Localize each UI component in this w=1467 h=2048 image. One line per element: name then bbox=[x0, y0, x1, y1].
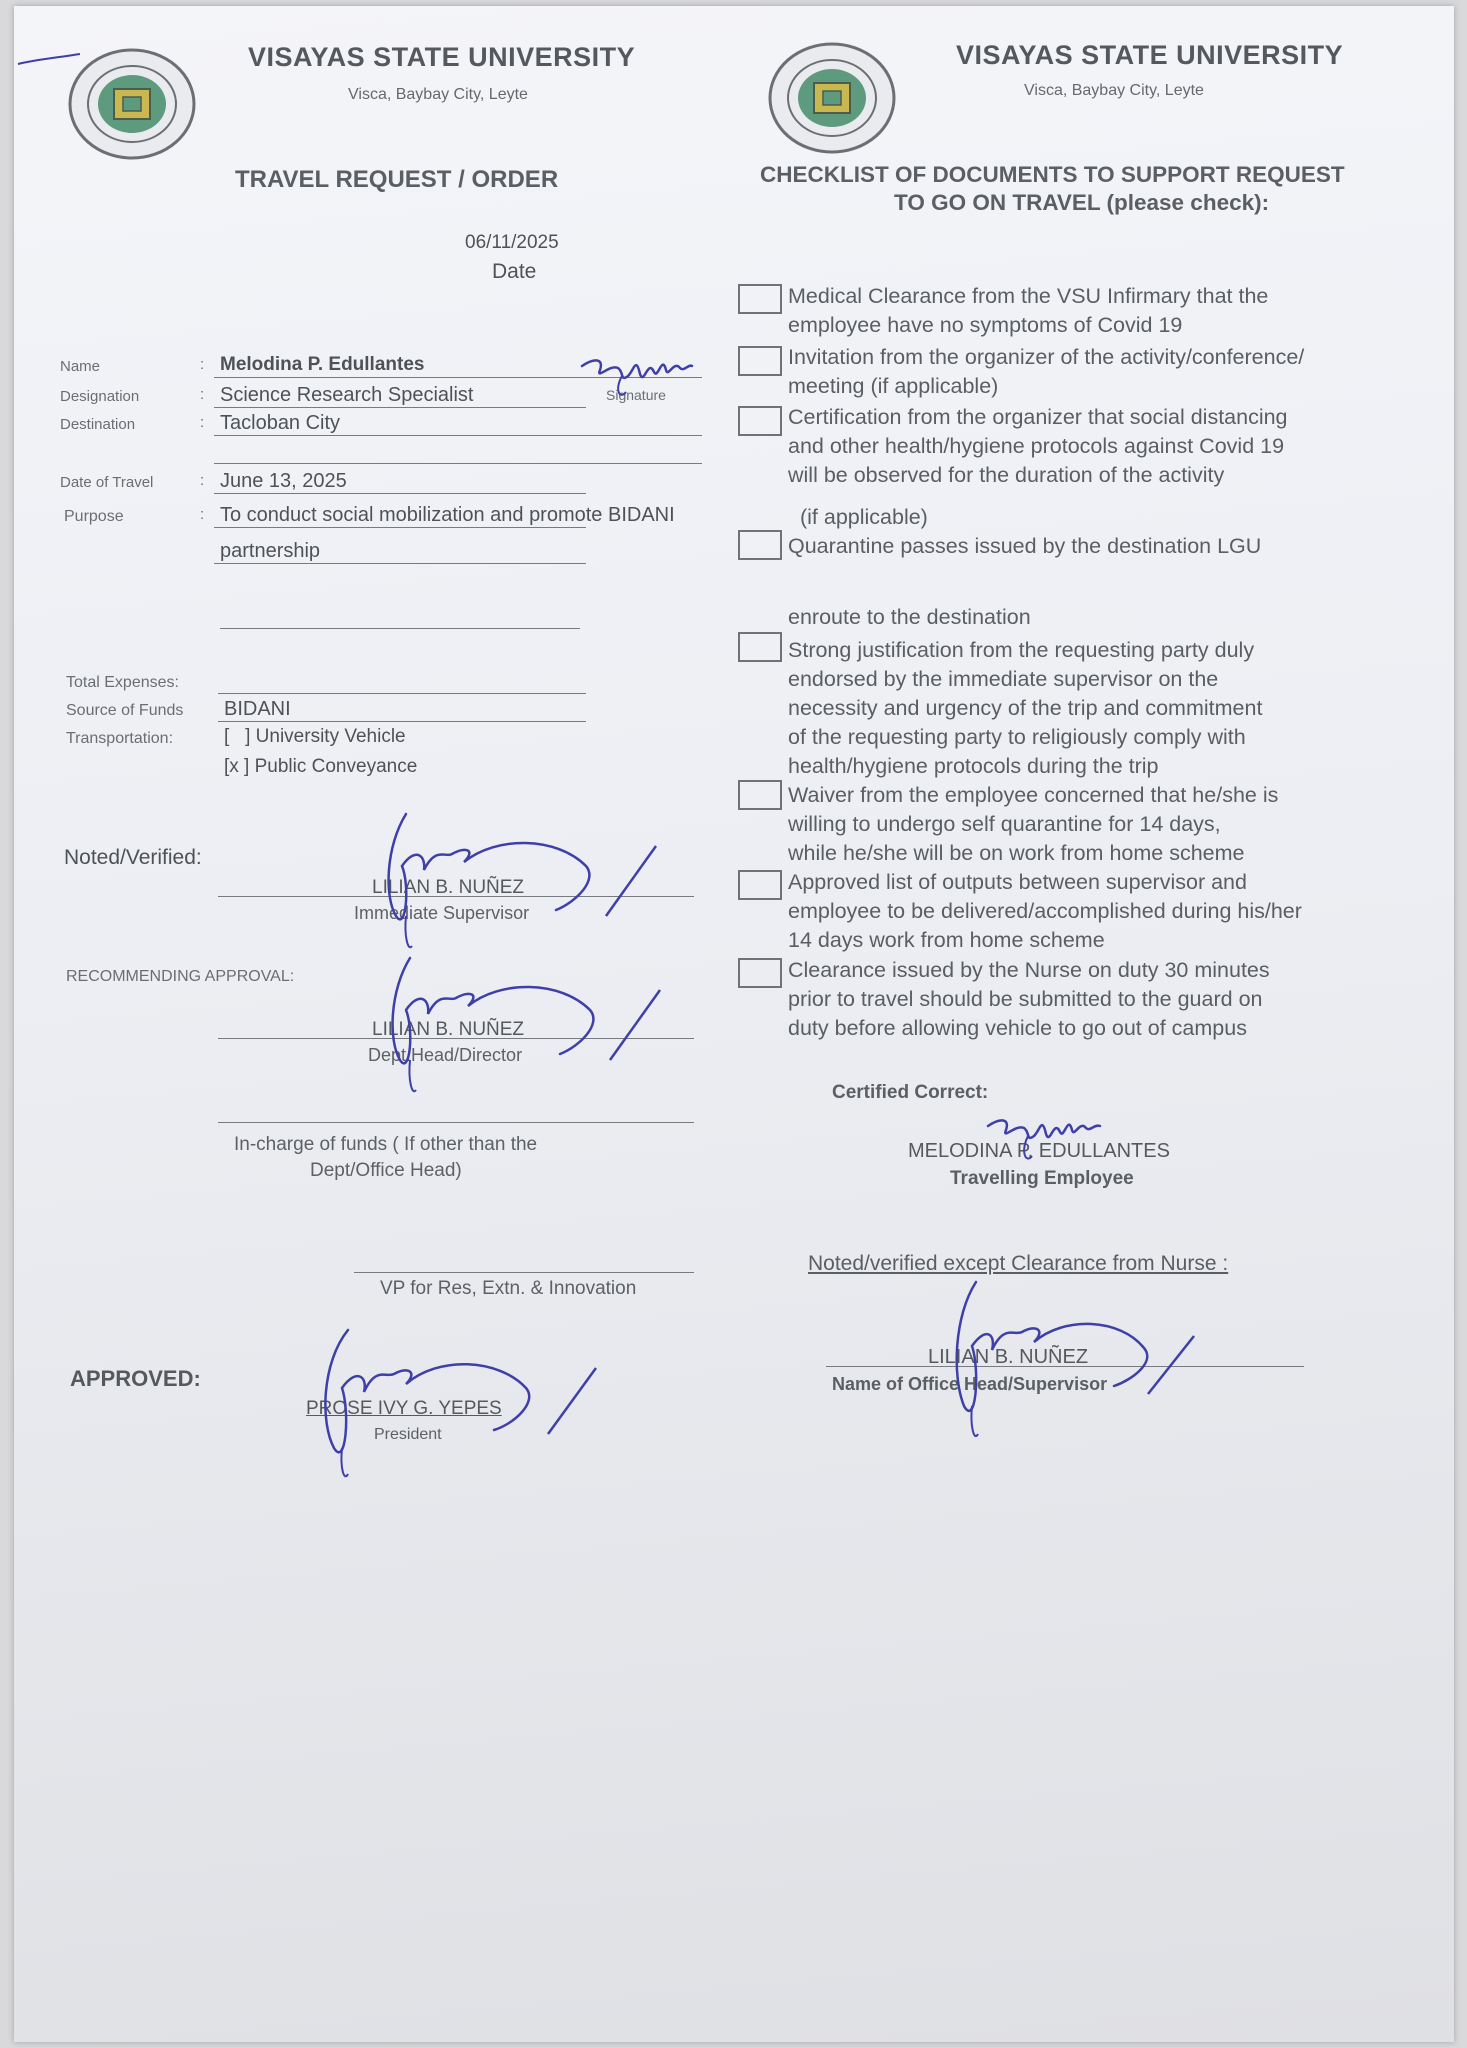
signature-label: Signature bbox=[606, 387, 666, 403]
checkbox-quarantine-passes[interactable] bbox=[738, 530, 782, 560]
right-university-address: Visca, Baybay City, Leyte bbox=[1024, 82, 1204, 99]
head-title: Name of Office Head/Supervisor bbox=[832, 1374, 1108, 1394]
destination-underline-2 bbox=[214, 463, 702, 464]
date-label: Date bbox=[492, 260, 537, 283]
purpose-underline-2 bbox=[214, 563, 586, 564]
checkbox-nurse-clearance[interactable] bbox=[738, 958, 782, 988]
purpose-underline-3 bbox=[220, 628, 580, 629]
incharge-funds-line1: In-charge of funds ( If other than the bbox=[234, 1134, 538, 1155]
checkbox-certification[interactable] bbox=[738, 406, 782, 436]
date-of-travel-underline bbox=[214, 493, 586, 494]
checkbox-waiver[interactable] bbox=[738, 780, 782, 810]
checklist-item-text: necessity and urgency of the trip and commitment bbox=[788, 696, 1263, 720]
certified-correct-label: Certified Correct: bbox=[832, 1082, 989, 1103]
purpose-value-line2: partnership bbox=[220, 540, 321, 562]
checklist-item-text: Quarantine passes issued by the destination LGU bbox=[788, 534, 1262, 558]
vsu-seal-icon bbox=[766, 40, 898, 156]
checklist-title-line2: TO GO ON TRAVEL (please check): bbox=[894, 190, 1270, 215]
checklist-item-text: Strong justification from the requesting party duly bbox=[788, 638, 1255, 662]
recommending-name: LILIAN B. NUÑEZ bbox=[372, 1019, 525, 1040]
purpose-value-line1: To conduct social mobilization and promote BIDANI bbox=[220, 504, 675, 526]
checkbox-strong-justification[interactable] bbox=[738, 632, 782, 662]
date-of-travel-label: Date of Travel bbox=[60, 474, 154, 491]
left-university-address: Visca, Baybay City, Leyte bbox=[348, 86, 528, 103]
checklist-item-text: Invitation from the organizer of the activity/conference/ bbox=[788, 345, 1305, 369]
approved-label: APPROVED: bbox=[70, 1366, 201, 1391]
checklist-item-text: enroute to the destination bbox=[788, 605, 1031, 629]
vp-title: VP for Res, Extn. & Innovation bbox=[380, 1278, 637, 1299]
source-of-funds-label: Source of Funds bbox=[66, 702, 184, 719]
purpose-underline-1 bbox=[214, 527, 586, 528]
recommending-title: Dept.Head/Director bbox=[368, 1045, 523, 1065]
checklist-item-text: willing to undergo self quarantine for 14 days, bbox=[788, 812, 1221, 836]
checklist-item-text: Medical Clearance from the VSU Infirmary that the bbox=[788, 284, 1269, 308]
checklist-item-text: endorsed by the immediate supervisor on the bbox=[788, 667, 1219, 691]
designation-value: Science Research Specialist bbox=[220, 384, 474, 406]
vsu-seal-icon bbox=[66, 46, 198, 162]
president-title: President bbox=[374, 1426, 442, 1443]
source-of-funds-underline bbox=[218, 721, 586, 722]
noted-except-label: Noted/verified except Clearance from Nurse : bbox=[808, 1252, 1229, 1275]
total-expenses-underline bbox=[218, 693, 586, 694]
recommending-approval-label: RECOMMENDING APPROVAL: bbox=[66, 968, 295, 985]
checklist-item-text: 14 days work from home scheme bbox=[788, 928, 1105, 952]
destination-label: Destination bbox=[60, 416, 136, 433]
checklist-item-text: Clearance issued by the Nurse on duty 30 minutes bbox=[788, 958, 1270, 982]
checklist-item-text: health/hygiene protocols during the trip bbox=[788, 754, 1159, 778]
checklist-title-line1: CHECKLIST OF DOCUMENTS TO SUPPORT REQUEST bbox=[760, 162, 1345, 187]
noted-title: Immediate Supervisor bbox=[354, 903, 530, 923]
right-university-name: VISAYAS STATE UNIVERSITY bbox=[956, 40, 1344, 70]
travel-request-form: VISAYAS STATE UNIVERSITY Visca, Baybay City, Leyte TRAVEL REQUEST / ORDER 06/11/2025 Date Name : Melodina P. Edullantes Signature Designation : Science Research Specialist Destination : Tacloban City Date of Travel : June 13, 2025 Purpose : To conduct social mobilization and promote BIDANI partnership Total Expenses: Source of Funds BIDANI Transportation: [ ] University Vehicle [x ] Public Conveyance Noted/Verified: LILIAN B. NUÑEZ Immediate Supervisor RECOMMENDING APPROVAL: LILIAN B. NUÑEZ Dept.Head/Director In-charge of funds ( If other than the Dept/Office Head) VP for Res, Extn. & Innovation APPROVED: PROSE IVY G. YEPES President VISAYAS STATE UNIVERSITY Visca, Baybay City, Leyte CHECKLIST OF DOCUMENTS TO SUPPORT REQUEST TO GO ON TRAVEL (please check): Medical Clearance from the VSU Infirmary that the employee have no symptoms of Covid 19 Invitation from the organizer of the activity/conference/ meeting (if applicable) Certification from the organizer that social distancing and other health/hygiene protocols against Covid 19 will be observed for the duration of the activity (if applicable) Quarantine passes issued by the destination LGU enroute to the destination Strong justification from the requesting party duly endorsed by the immediate supervisor on the necessity and urgency of the trip and commitment of the requesting party to religiously comply with health/hygiene protocols during the trip Waiver from the employee concerned that he/she is willing to undergo self quarantine for 14 days, while he/she will be on work from home scheme Approved list of outputs between supervisor and employee to be delivered/accomplished during his/her 14 days work from home scheme Clearance issued by the Nurse on duty 30 minutes prior to travel should be submitted to the guard on duty before allowing vehicle to go out of campus Certified Correct: MELODINA P. EDULLANTES Travelling Employee Noted/verified except Clearance from Nurse : LILIAN B. NUÑEZ Name of Office Head/Supervisor bbox=[14, 6, 1454, 2042]
vp-signature-line bbox=[354, 1272, 694, 1273]
transportation-label: Transportation: bbox=[66, 730, 174, 747]
designation-underline bbox=[214, 407, 586, 408]
purpose-label: Purpose bbox=[64, 508, 124, 525]
checklist-item-text: Approved list of outputs between supervisor and bbox=[788, 870, 1247, 894]
date-of-travel-value: June 13, 2025 bbox=[220, 470, 347, 492]
checkbox-medical-clearance[interactable] bbox=[738, 284, 782, 314]
checklist-item-text: and other health/hygiene protocols against Covid 19 bbox=[788, 434, 1285, 458]
destination-underline bbox=[214, 435, 702, 436]
source-of-funds-value: BIDANI bbox=[224, 698, 291, 720]
incharge-funds-line2: Dept/Office Head) bbox=[310, 1160, 462, 1181]
form-title: TRAVEL REQUEST / ORDER bbox=[235, 166, 559, 193]
checkbox-approved-outputs[interactable] bbox=[738, 870, 782, 900]
checklist-item-text: will be observed for the duration of the activity bbox=[788, 463, 1225, 487]
noted-verified-label: Noted/Verified: bbox=[64, 846, 202, 869]
designation-label: Designation bbox=[60, 388, 140, 405]
noted-name: LILIAN B. NUÑEZ bbox=[372, 877, 525, 898]
checklist-item-text: Certification from the organizer that social distancing bbox=[788, 405, 1288, 429]
checkbox-invitation[interactable] bbox=[738, 346, 782, 376]
checklist-item-text: while he/she will be on work from home scheme bbox=[788, 841, 1245, 865]
transport-university-vehicle: [ ] University Vehicle bbox=[224, 726, 406, 747]
transport-public-conveyance: [x ] Public Conveyance bbox=[224, 756, 418, 777]
checklist-item-text: of the requesting party to religiously comply with bbox=[788, 725, 1246, 749]
name-underline bbox=[214, 377, 702, 378]
checklist-item-text: duty before allowing vehicle to go out of campus bbox=[788, 1016, 1247, 1040]
name-value: Melodina P. Edullantes bbox=[220, 354, 425, 375]
checklist-item-text: employee to be delivered/accomplished during his/her bbox=[788, 899, 1302, 923]
checklist-item-text: Waiver from the employee concerned that he/she is bbox=[788, 783, 1279, 807]
employee-title: Travelling Employee bbox=[950, 1168, 1134, 1189]
name-label: Name bbox=[60, 358, 101, 375]
president-name: PROSE IVY G. YEPES bbox=[306, 1398, 502, 1419]
checklist-item-text: (if applicable) bbox=[794, 505, 928, 529]
incharge-signature-line bbox=[218, 1122, 694, 1123]
checklist-item-text: employee have no symptoms of Covid 19 bbox=[788, 313, 1183, 337]
head-name: LILIAN B. NUÑEZ bbox=[928, 1346, 1089, 1368]
date-value: 06/11/2025 bbox=[465, 232, 559, 253]
left-university-name: VISAYAS STATE UNIVERSITY bbox=[248, 42, 636, 72]
destination-value: Tacloban City bbox=[220, 412, 341, 434]
checklist-item-text: prior to travel should be submitted to the guard on bbox=[788, 987, 1263, 1011]
employee-name: MELODINA P. EDULLANTES bbox=[908, 1140, 1170, 1162]
total-expenses-label: Total Expenses: bbox=[66, 674, 179, 691]
checklist-item-text: meeting (if applicable) bbox=[788, 374, 999, 398]
